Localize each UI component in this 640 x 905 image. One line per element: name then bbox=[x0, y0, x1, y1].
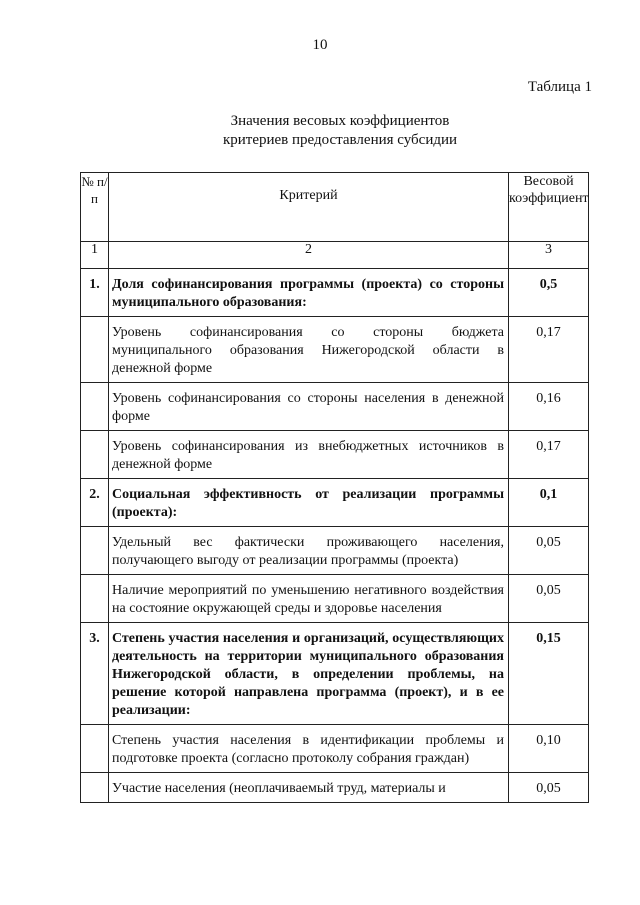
coefficient: 0,16 bbox=[509, 383, 589, 431]
criterion-text: Уровень софинансирования из внебюджетных источников в денежной форме bbox=[109, 431, 509, 479]
row-number bbox=[81, 317, 109, 383]
index-cell-1: 1 bbox=[81, 242, 109, 269]
criterion-text: Участие населения (неоплачиваемый труд, материалы и bbox=[109, 773, 509, 803]
criterion-text: Степень участия населения и организаций, осуществляющих деятельность на территории муниципального образования Нижегородской области, в определении проблемы, на решение которой направлена программа (проект), и в ее реализации: bbox=[109, 623, 509, 725]
header-row bbox=[81, 173, 589, 242]
criterion-text: Удельный вес фактически проживающего населения, получающего выгоду от реализации программы (проекта) bbox=[109, 527, 509, 575]
coefficient: 0,05 bbox=[509, 527, 589, 575]
criterion-row bbox=[81, 575, 589, 623]
index-cell-2: 2 bbox=[109, 242, 509, 269]
row-number: 2. bbox=[81, 479, 109, 527]
table-title bbox=[140, 112, 540, 150]
coefficient: 0,05 bbox=[509, 773, 589, 803]
criterion-row bbox=[81, 383, 589, 431]
criterion-text: Наличие мероприятий по уменьшению негативного воздействия на состояние окружающей среды и здоровье населения bbox=[109, 575, 509, 623]
header-criterion: Критерий bbox=[109, 173, 509, 242]
row-number: 1. bbox=[81, 269, 109, 317]
criterion-text: Степень участия населения в идентификации проблемы и подготовке проекта (согласно протоколу собрания граждан) bbox=[109, 725, 509, 773]
row-number bbox=[81, 383, 109, 431]
criterion-row bbox=[81, 527, 589, 575]
coefficient: 0,10 bbox=[509, 725, 589, 773]
row-number bbox=[81, 527, 109, 575]
index-row bbox=[81, 242, 589, 269]
row-number bbox=[81, 575, 109, 623]
coefficient: 0,1 bbox=[509, 479, 589, 527]
criterion-text: Уровень софинансирования со стороны населения в денежной форме bbox=[109, 383, 509, 431]
coefficient: 0,5 bbox=[509, 269, 589, 317]
section-row bbox=[81, 623, 589, 725]
header-coef: Весовой коэффициент bbox=[509, 173, 589, 242]
row-number: 3. bbox=[81, 623, 109, 725]
header-num: № п/п bbox=[81, 173, 109, 242]
index-cell-3: 3 bbox=[509, 242, 589, 269]
title-line-2: критериев предоставления субсидии bbox=[222, 132, 458, 148]
criterion-text: Социальная эффективность от реализации программы (проекта): bbox=[109, 479, 509, 527]
criterion-text: Уровень софинансирования со стороны бюджета муниципального образования Нижегородской области в денежной форме bbox=[109, 317, 509, 383]
row-number bbox=[81, 431, 109, 479]
criterion-row bbox=[81, 431, 589, 479]
table-label: Таблица 1 bbox=[527, 79, 592, 95]
criterion-text: Доля софинансирования программы (проекта) со стороны муниципального образования: bbox=[109, 269, 509, 317]
coefficient: 0,17 bbox=[509, 431, 589, 479]
page-number: 10 bbox=[312, 37, 328, 53]
title-line-1: Значения весовых коэффициентов bbox=[230, 113, 450, 129]
coefficient: 0,05 bbox=[509, 575, 589, 623]
row-number bbox=[81, 725, 109, 773]
coefficient: 0,15 bbox=[509, 623, 589, 725]
criterion-row bbox=[81, 317, 589, 383]
criteria-table bbox=[80, 172, 589, 803]
row-number bbox=[81, 773, 109, 803]
section-row bbox=[81, 479, 589, 527]
criterion-row bbox=[81, 773, 589, 803]
criterion-row bbox=[81, 725, 589, 773]
coefficient: 0,17 bbox=[509, 317, 589, 383]
section-row bbox=[81, 269, 589, 317]
